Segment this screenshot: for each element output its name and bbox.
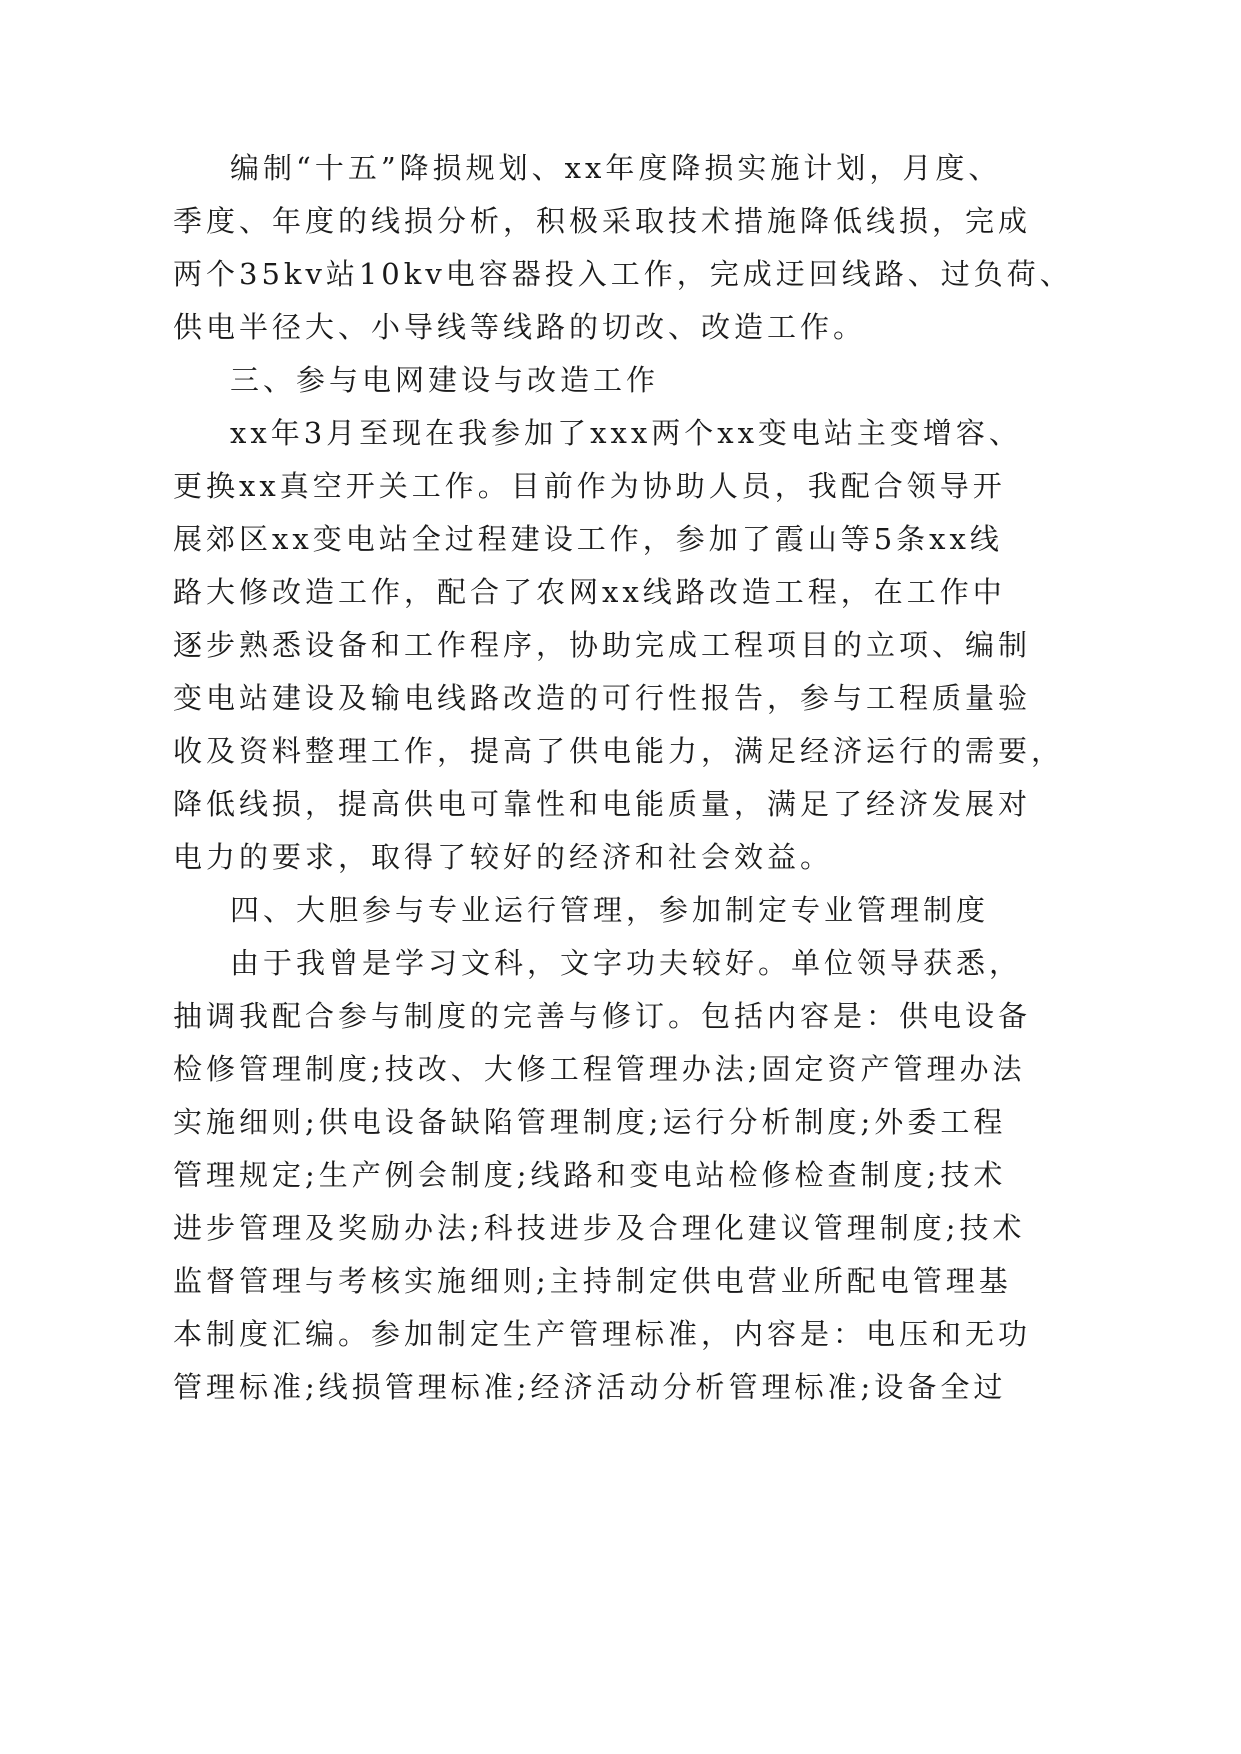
body-line: 进步管理及奖励办法;科技进步及合理化建议管理制度;技术 [173, 1211, 1026, 1245]
body-line: 路大修改造工作，配合了农网xx线路改造工程，在工作中 [173, 575, 1006, 609]
body-line: 检修管理制度;技改、大修工程管理办法;固定资产管理办法 [173, 1052, 1026, 1086]
body-line: 管理标准;线损管理标准;经济活动分析管理标准;设备全过 [173, 1370, 1007, 1404]
body-line: 编制“十五”降损规划、xx年度降损实施计划，月度、 [230, 151, 1002, 185]
section-heading: 四、大胆参与专业运行管理，参加制定专业管理制度 [230, 893, 990, 927]
body-line: 电力的要求，取得了较好的经济和社会效益。 [173, 840, 834, 874]
body-line: 供电半径大、小导线等线路的切改、改造工作。 [173, 310, 867, 344]
body-line: 本制度汇编。参加制定生产管理标准，内容是：电压和无功 [173, 1317, 1032, 1351]
body-line: 由于我曾是学习文科，文字功夫较好。单位领导获悉， [230, 946, 1023, 980]
body-line: 监督管理与考核实施细则;主持制定供电营业所配电管理基 [173, 1264, 1012, 1298]
body-line: 降低线损，提高供电可靠性和电能质量，满足了经济发展对 [173, 787, 1032, 821]
body-line: 实施细则;供电设备缺陷管理制度;运行分析制度;外委工程 [173, 1105, 1007, 1139]
body-line: 收及资料整理工作，提高了供电能力，满足经济运行的需要， [173, 734, 1065, 768]
body-line: 更换xx真空开关工作。目前作为协助人员，我配合领导开 [173, 469, 1006, 503]
body-line: xx年3月至现在我参加了xxx两个xx变电站主变增容、 [230, 416, 1022, 450]
body-line: 展郊区xx变电站全过程建设工作，参加了霞山等5条xx线 [173, 522, 1003, 556]
section-heading: 三、参与电网建设与改造工作 [230, 363, 660, 397]
body-line: 两个35kv站10kv电容器投入工作，完成迂回线路、过负荷、 [173, 257, 1073, 291]
body-line: 变电站建设及输电线路改造的可行性报告，参与工程质量验 [173, 681, 1032, 715]
body-line: 抽调我配合参与制度的完善与修订。包括内容是：供电设备 [173, 999, 1032, 1033]
body-line: 管理规定;生产例会制度;线路和变电站检修检查制度;技术 [173, 1158, 1007, 1192]
body-line: 季度、年度的线损分析，积极采取技术措施降低线损，完成 [173, 204, 1032, 238]
body-line: 逐步熟悉设备和工作程序，协助完成工程项目的立项、编制 [173, 628, 1032, 662]
